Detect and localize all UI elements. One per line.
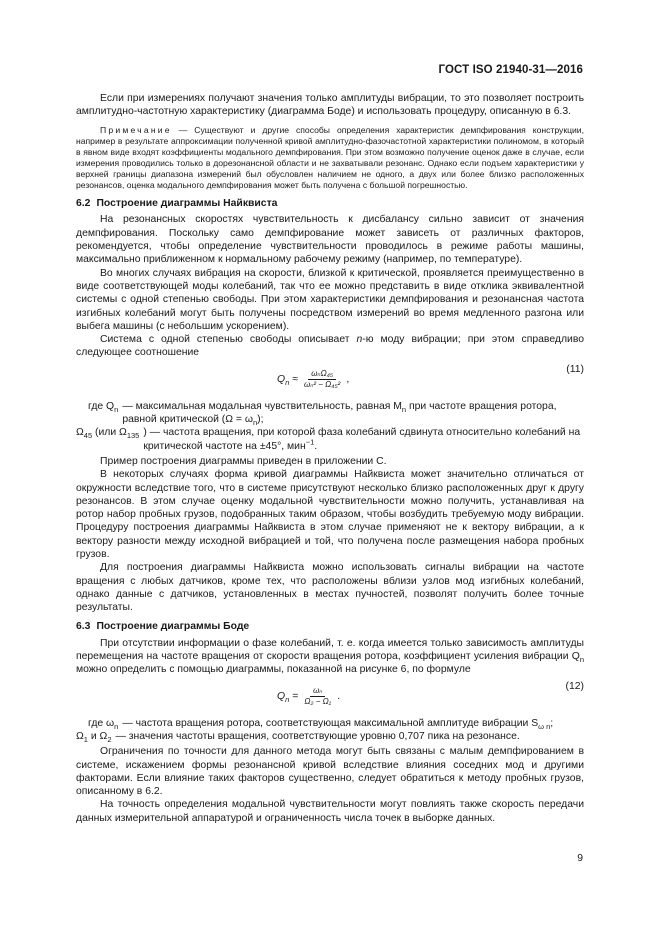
note-text: — Существуют и другие способы определения характеристик демпфирования конструкции, например в результате аппроксимации полученной кривой амплитудно-фазочастотной характеристики полиномом, в который в явном виде входят коэффициенты модального демпфирования. При этом возможно получение оценок даже в случае, если измерения проводились только в дорезонансной области и не захватывали резонанс. Однако если подъем характеристики у верхней границы диапазона измерений был обусловлен наличием не одного, а двух или более близко расположенных резонансов, оценка модального демпфирования может быть получена с большой погрешностью. xyxy=(76,124,584,191)
section-6-3-heading xyxy=(76,620,584,633)
math-n: n xyxy=(356,334,363,346)
formula-number: (11) xyxy=(566,363,584,375)
definition-text: ) — частота вращения, при которой фаза колебаний сдвинута относительно колебаний на критической частоте на ±45°, мин$^{-1}$. xyxy=(143,427,581,452)
text-run: Система с одной степенью свободы описывает xyxy=(100,334,357,346)
definition-row xyxy=(76,730,584,743)
definitions-list xyxy=(76,717,584,744)
definition-symbol: где $\omega_n$ xyxy=(88,717,119,731)
fraction-numerator: ωₙ xyxy=(310,686,325,697)
page-number: 9 xyxy=(577,853,583,864)
definitions-list xyxy=(76,400,584,453)
note-paragraph xyxy=(76,125,584,192)
definition-row xyxy=(76,426,584,453)
formula-body xyxy=(277,369,349,390)
formula-lhs: Q xyxy=(277,690,286,702)
paragraph: Для построения диаграммы Найквиста можно использовать сигналы вибрации на частоте вращения с любых датчиков, кроме тех, что расположены вблизи узлов мод изгибных колебаний, однако данные с датчиков, установленных в местах пучностей, позволят получить более точные результаты. xyxy=(76,562,584,614)
section-title: Построение диаграммы Найквиста xyxy=(96,198,278,210)
definition-text: — значения частоты вращения, соответствующие уровню 0,707 пика на резонансе. xyxy=(115,730,520,742)
definition-row xyxy=(76,717,584,730)
paragraph: Ограничения по точности для данного метода могут быть связаны с малым демпфированием в системе, искажением формы резонансной кривой вследствие влияния соседних мод и другими факторами. Если влияние таких факторов существенно, следует обратиться к методу пробных грузов, описанному в 6.2. xyxy=(76,746,584,798)
text-run: -ю моду вибрации; при этом справедливо следующее соотношение xyxy=(76,334,584,359)
definition-symbol: где $Q_n$ xyxy=(88,400,119,414)
definition-symbol: $\Omega_{45}$ (или $\Omega_{135}$ xyxy=(76,427,140,441)
page-body xyxy=(76,92,584,825)
intro-paragraph: Если при измерениях получают значения только амплитуды вибрации, то это позволяет построить амплитудно-частотную характеристику (диаграмма Боде) и использовать процедуру, описанную в 6.3. xyxy=(76,93,584,118)
section-title: Построение диаграммы Боде xyxy=(96,621,250,633)
paragraph: На резонансных скоростях чувствительность к дисбалансу сильно зависит от значения демпфирования. Поскольку само демпфирование может зависеть от различных факторов, рекомендуется, чтобы определение чувствительности проводилось в режиме работы машины, максимально приближенном к нормальному рабочему режиму (например, по температуре). xyxy=(76,214,584,266)
formula-punct: . xyxy=(337,690,341,702)
paragraph: В некоторых случаях форма кривой диаграммы Найквиста может значительно отличаться от окружности вследствие того, что в системе присутствуют несколько близко расположенных друг к другу резонансов. В этом случае оценку модальной чувствительности можно получить, устанавливая на ротор набор пробных грузов, подобранных таким образом, чтобы возбудить требуемую моду вибрации. Процедуру построения диаграммы Найквиста в этом случае применяют не к вектору вибрации, а к вектору разности между исходной вибрацией и той, что получена после размещения набора пробных грузов. xyxy=(76,469,584,560)
definition-text: — частота вращения ротора, соответствующая максимальной амплитуде вибрации $S_{\omega n}$; xyxy=(122,717,554,731)
section-number: 6.3 xyxy=(76,621,91,633)
formula-lhs-sub: n xyxy=(285,694,290,704)
note-label: Примечание xyxy=(100,124,172,135)
formula-fraction xyxy=(301,686,334,707)
definition-symbol: $\Omega_1$ и $\Omega_2$ xyxy=(76,730,112,745)
section-number: 6.2 xyxy=(76,198,91,210)
formula-fraction xyxy=(301,369,343,390)
fraction-denominator: ωₙ² − Ω₄₅² xyxy=(303,379,341,389)
section-6-2-heading xyxy=(76,197,584,210)
formula-relation: = xyxy=(292,690,299,702)
formula-lhs-sub: n xyxy=(285,377,290,387)
fraction-numerator: ωₙΩ₄₅ xyxy=(308,369,336,380)
formula-11 xyxy=(76,363,584,397)
definition-row xyxy=(76,400,584,427)
paragraph: При отсутствии информации о фазе колебаний, т. е. когда имеется только зависимость амплитуды перемещения на частоте вращения от скорости вращения ротора, коэффициент усиления вибрации $Q_n$ можно определить с помощью диаграммы, показанной на рисунке 6, по формуле xyxy=(76,637,584,676)
formula-lhs: Q xyxy=(277,373,286,385)
formula-relation: ≈ xyxy=(292,373,298,385)
formula-12 xyxy=(76,680,584,714)
formula-punct: , xyxy=(346,373,350,385)
document-header: ГОСТ ISO 21940-31—2016 xyxy=(438,64,583,76)
fraction-denominator: Ω₂ − Ω₁ xyxy=(304,696,332,706)
formula-number: (12) xyxy=(565,680,584,692)
paragraph: Во многих случаях вибрация на скорости, близкой к критической, проявляется преимущественно в виде соответствующей моды колебаний, так что ее можно представить в виде отклика эквивалентной системы с одной степенью свободы. При этом характеристики демпфирования и резонансная частота изгибных колебаний могут быть получены посредством измерений во время медленного разгона или выбега машины (с небольшим ускорением). xyxy=(76,267,584,332)
definition-text: — максимальная модальная чувствительность, равная $M_n$ при частоте вращения ротора, равной критической $(\Omega = \omega_n)$; xyxy=(122,400,557,428)
formula-body xyxy=(277,686,340,707)
paragraph xyxy=(76,333,584,360)
paragraph: Пример построения диаграммы приведен в приложении С. xyxy=(100,455,387,467)
paragraph: На точность определения модальной чувствительности могут повлиять также скорость передачи данных измерительной аппаратурой и ограниченность числа точек в выборке данных. xyxy=(76,799,584,824)
